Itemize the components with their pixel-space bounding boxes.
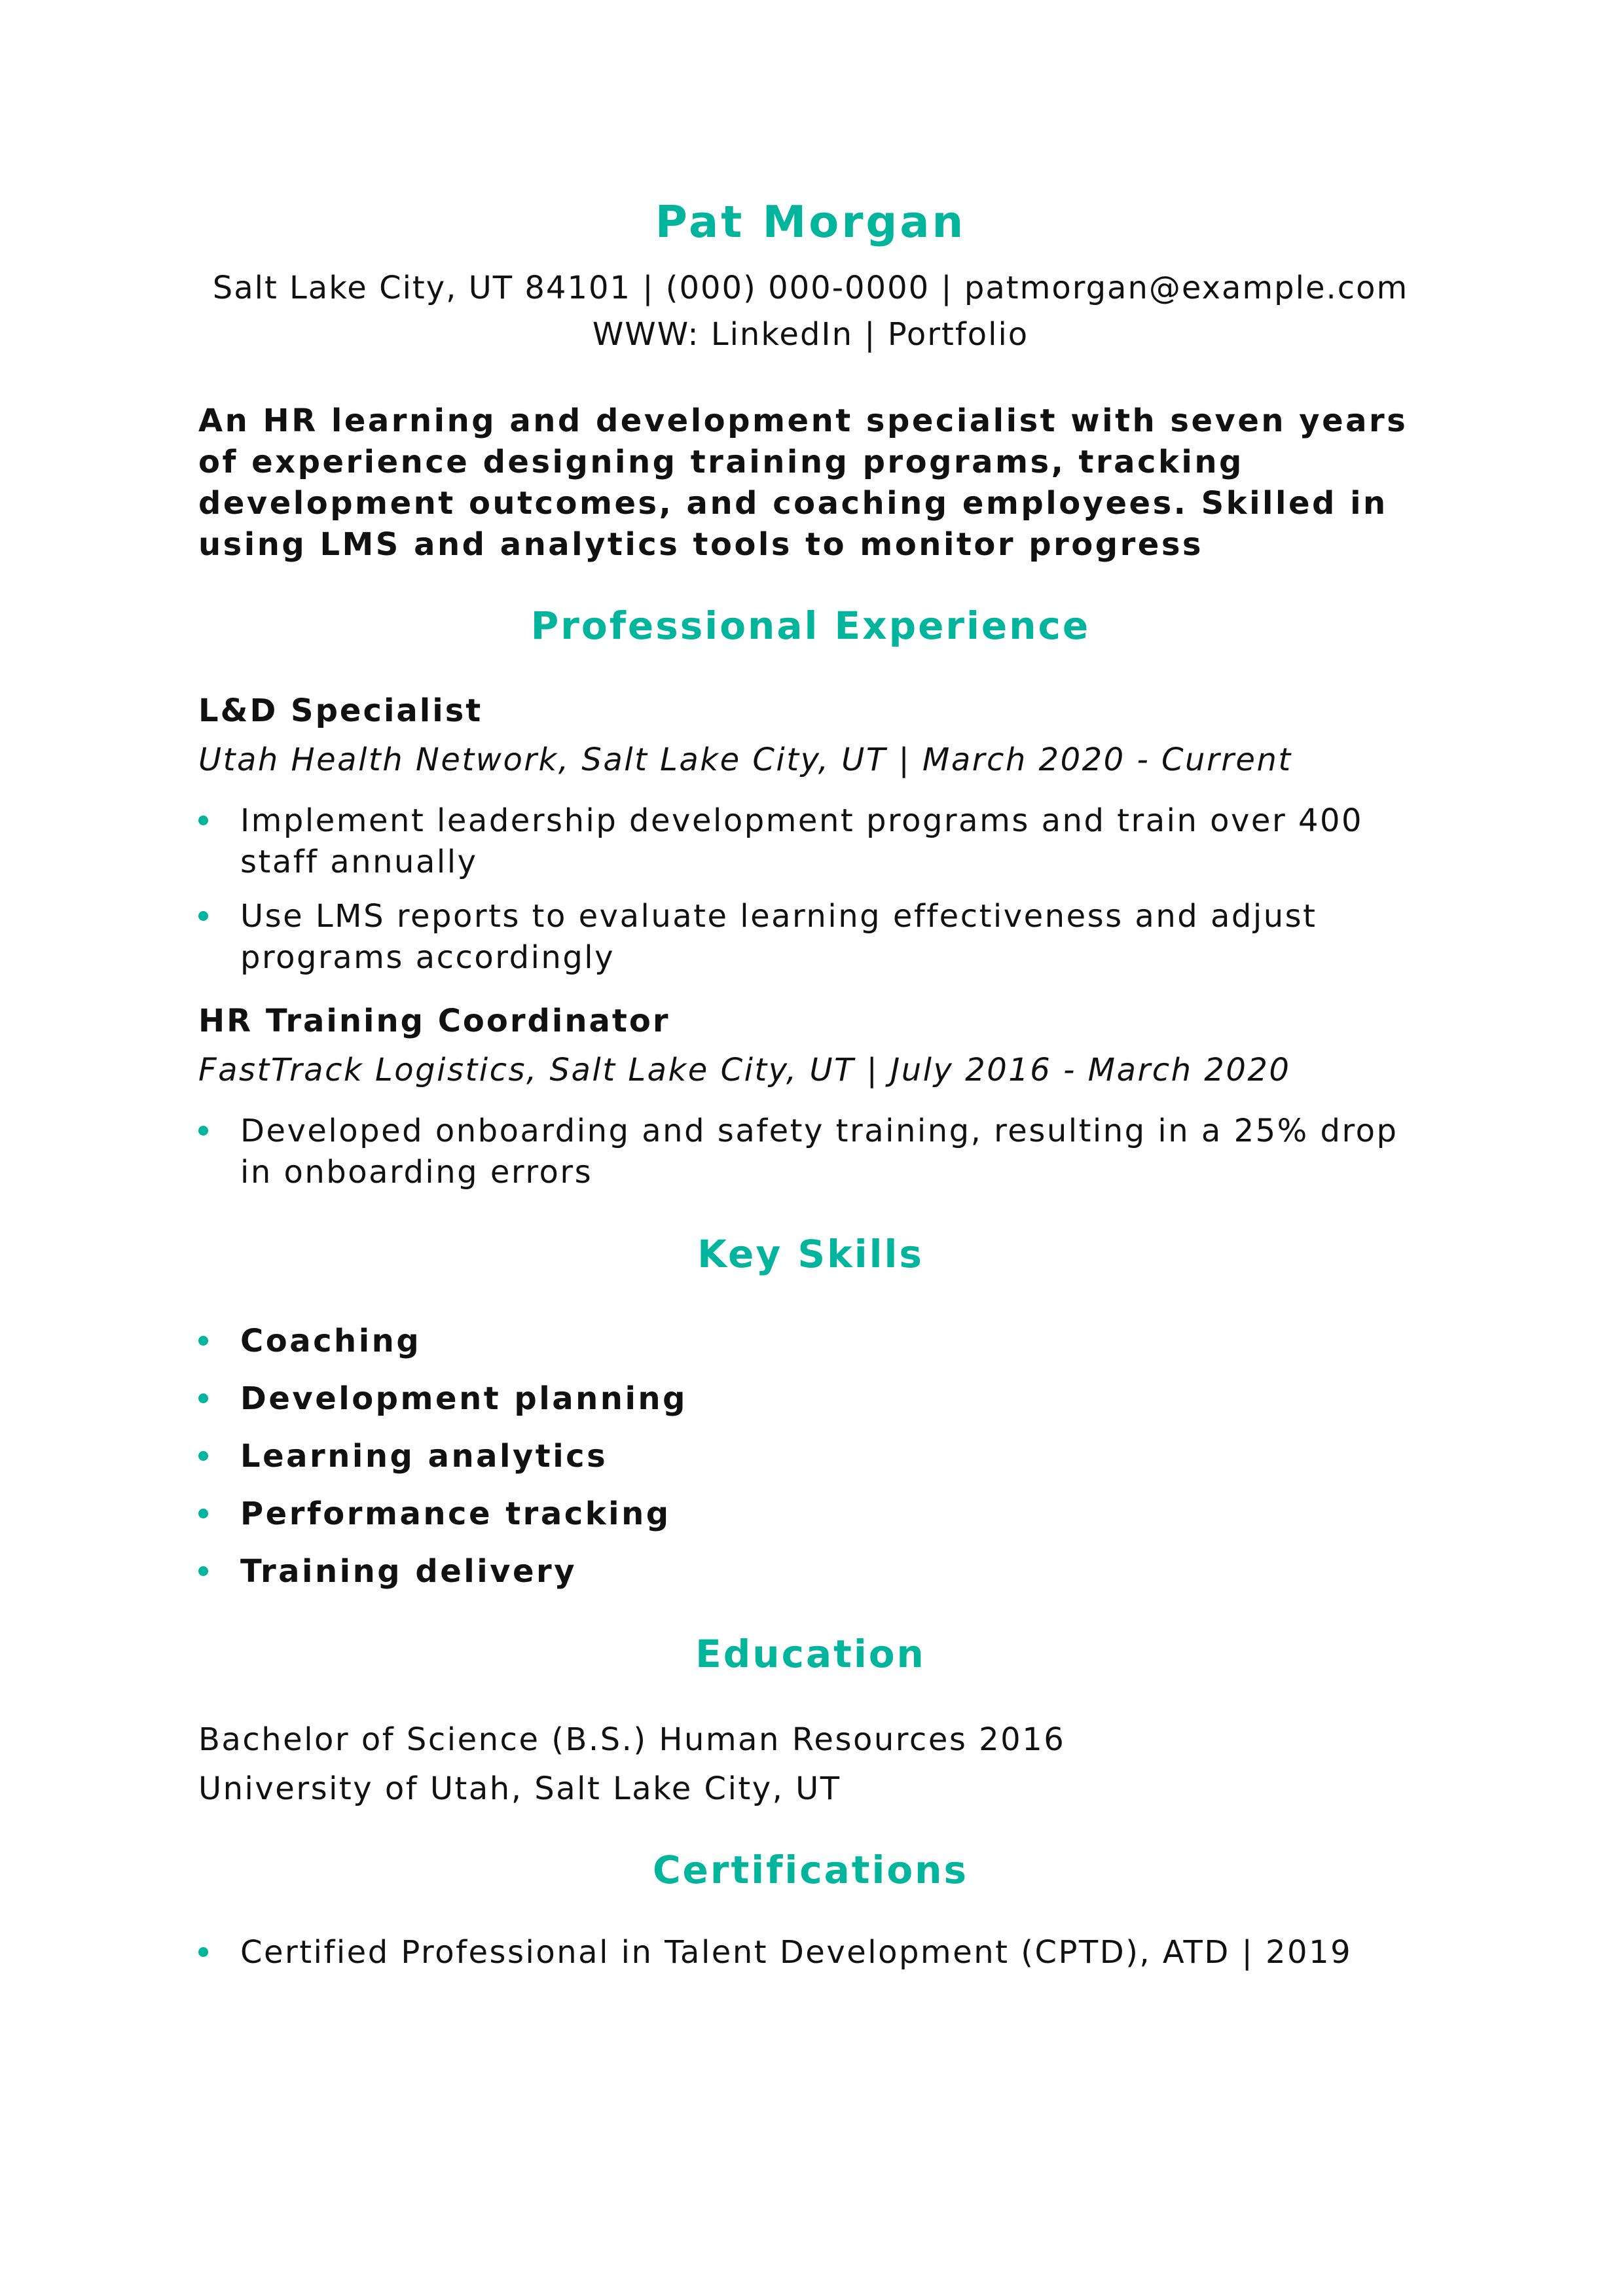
skills-list: [198, 1321, 1423, 1592]
list-item: [198, 1111, 1423, 1193]
bullet-icon: [198, 1126, 208, 1136]
skill-text: Performance tracking: [240, 1496, 671, 1532]
bullet-icon: [198, 816, 208, 825]
job-title: L&D Specialist: [198, 692, 483, 729]
skill-text: Coaching: [240, 1323, 422, 1359]
bullet-icon: [198, 1451, 208, 1461]
bullet-icon: [198, 1947, 208, 1957]
bullet-icon: [198, 1566, 208, 1576]
candidate-name: Pat Morgan: [655, 196, 966, 247]
bullet-icon: [198, 1336, 208, 1346]
job-meta: Utah Health Network, Salt Lake City, UT | March 2020 - Current: [198, 742, 1292, 778]
skill-text: Training delivery: [240, 1553, 577, 1590]
links-line: WWW: LinkedIn | Portfolio: [592, 316, 1029, 353]
contact-line: Salt Lake City, UT 84101 | (000) 000-0000 | patmorgan@example.com: [212, 270, 1409, 306]
job-title: HR Training Coordinator: [198, 1003, 670, 1039]
list-item: [198, 1932, 1423, 1973]
bullet-text: Implement leadership development programs and train over 400 staff annually: [240, 802, 1364, 880]
section-title-education: Education: [695, 1632, 926, 1676]
certification-text: Certified Professional in Talent Development (CPTD), ATD | 2019: [240, 1934, 1353, 1971]
bullet-icon: [198, 911, 208, 921]
job-bullets: [198, 800, 1423, 978]
list-item: [198, 1494, 1423, 1535]
skill-text: Development planning: [240, 1380, 687, 1417]
summary: An HR learning and development specialist with seven years of experience designing training programs, tracking development outcomes, and coaching employees. Skilled in using LMS and analytics tools to monitor progress: [198, 403, 1408, 563]
list-item: [198, 1378, 1423, 1420]
certifications-list: [198, 1932, 1423, 1973]
bullet-icon: [198, 1393, 208, 1403]
skill-text: Learning analytics: [240, 1438, 608, 1475]
list-item: [198, 1436, 1423, 1477]
section-title-skills: Key Skills: [697, 1232, 924, 1276]
bullet-text: Developed onboarding and safety training, resulting in a 25% drop in onboarding errors: [240, 1113, 1398, 1191]
job-bullets: [198, 1111, 1423, 1193]
job-meta: FastTrack Logistics, Salt Lake City, UT | July 2016 - March 2020: [198, 1052, 1291, 1088]
list-item: [198, 1321, 1423, 1362]
bullet-text: Use LMS reports to evaluate learning effectiveness and adjust programs accordingly: [240, 898, 1317, 976]
education-degree: Bachelor of Science (B.S.) Human Resources 2016: [198, 1721, 1066, 1758]
list-item: [198, 896, 1423, 978]
education-school: University of Utah, Salt Lake City, UT: [198, 1770, 841, 1807]
bullet-icon: [198, 1509, 208, 1518]
section-title-experience: Professional Experience: [530, 603, 1091, 648]
section-title-certifications: Certifications: [652, 1848, 968, 1892]
list-item: [198, 800, 1423, 883]
list-item: [198, 1551, 1423, 1592]
